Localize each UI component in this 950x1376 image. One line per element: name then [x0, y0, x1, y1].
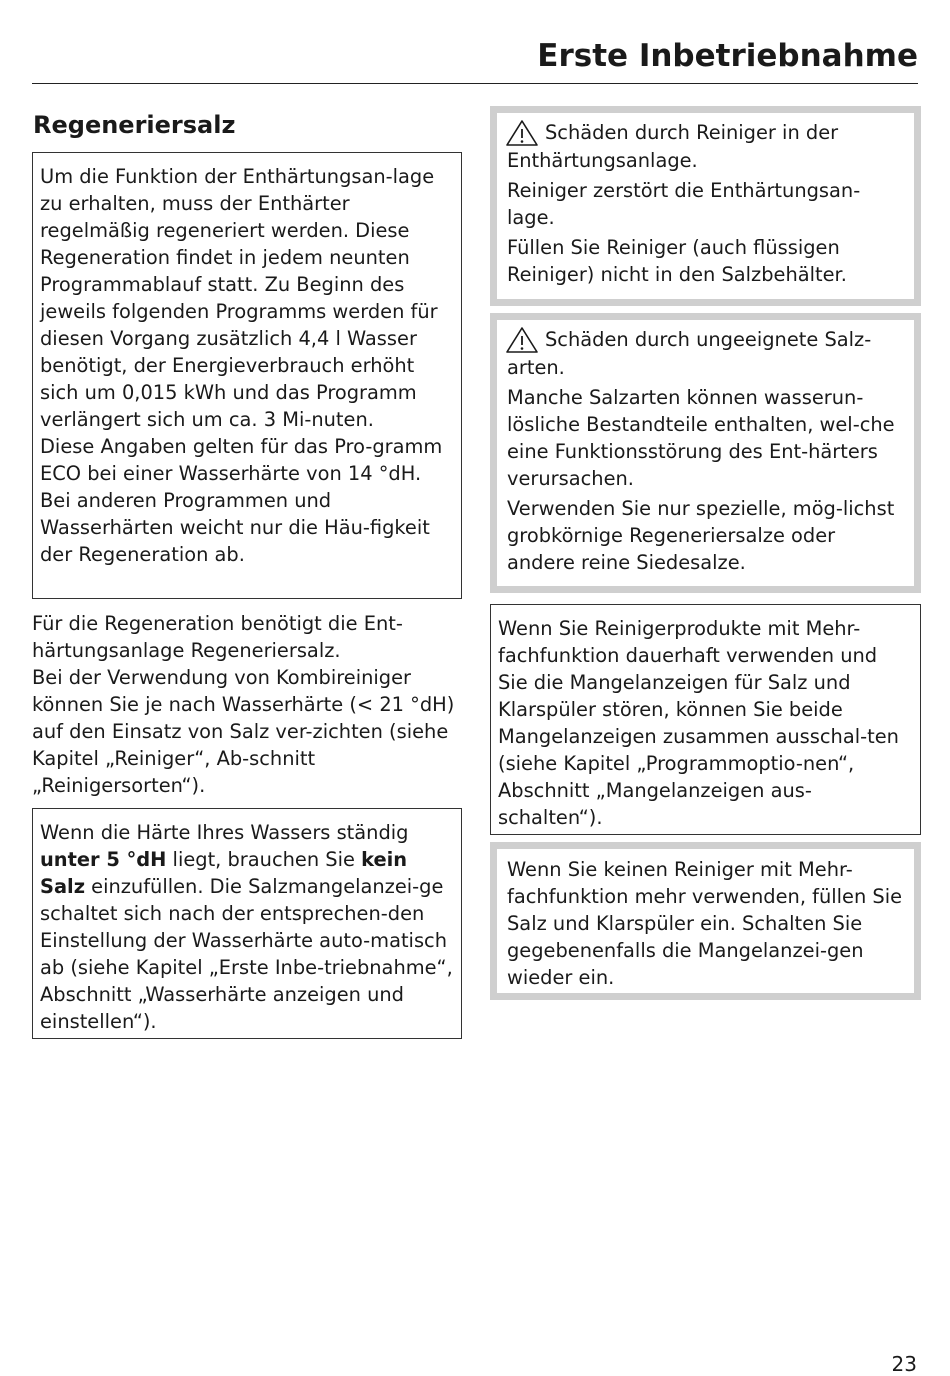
warning-instruction-detergent: Füllen Sie Reiniger (auch flüssigen Reiniger) nicht in den Salzbehälter.: [507, 236, 847, 286]
warning-box-salt-types: [490, 313, 921, 593]
hardness-threshold-bold: unter 5 °dH: [40, 848, 167, 871]
warning-heading-detergent: Schäden durch Reiniger in der Enthärtungsanlage.: [507, 121, 839, 172]
warning-detail-salt-types: Manche Salzarten können wasserun-lösliche Bestandteile enthalten, wel-che eine Funktionsstörung des Ent-härters verursachen.: [507, 386, 895, 490]
salt-usage-text: [32, 610, 462, 799]
section-title: Regeneriersalz: [33, 111, 236, 139]
multifunction-detergent-note-box: [490, 604, 921, 835]
warning-triangle-icon: [505, 119, 539, 147]
water-hardness-note: Wenn die Härte Ihres Wassers ständig unter 5 °dH liegt, brauchen Sie kein Salz einzufüllen. Die Salzmangelanzei-ge schaltet sich nach der entsprechen-den Einstellung der Wasserhärte auto-matisch ab (siehe Kapitel „Erste Inbe-triebnahme“, Abschnitt „Wasserhärte anzeigen und einstellen“).: [40, 821, 453, 1033]
header-divider: [32, 83, 918, 84]
stop-multifunction-note: Wenn Sie keinen Reiniger mit Mehr-fachfunktion mehr verwenden, füllen Sie Salz und Klarspüler ein. Schalten Sie gegebenenfalls die Mangelanzei-gen wieder ein.: [507, 858, 903, 989]
page-number: 23: [891, 1352, 917, 1376]
regeneration-info-paragraph-1: Um die Funktion der Enthärtungsan-lage zu erhalten, muss der Enthärter regelmäßig regeneriert werden. Diese Regeneration findet in jedem neunten Programmablauf statt. Zu Beginn des jeweils folgenden Programms werden für diesen Vorgang zusätzlich 4,4 l Wasser benötigt, der Energieverbrauch erhöht sich um 0,015 kWh und das Programm verlängert sich um ca. 3 Mi-nuten.: [40, 165, 438, 431]
salt-usage-paragraph-1: Für die Regeneration benötigt die Ent-härtungsanlage Regeneriersalz.: [32, 612, 403, 662]
multifunction-detergent-note: Wenn Sie Reinigerprodukte mit Mehr-fachfunktion dauerhaft verwenden und Sie die Mangelanzeigen für Salz und Klarspüler stören, können Sie beide Mangelanzeigen zusammen ausschal-ten (siehe Kapitel „Programmoptio-nen“, Abschnitt „Mangelanzeigen aus-schalten“).: [498, 617, 899, 829]
warning-instruction-salt-types: Verwenden Sie nur spezielle, mög-lichst grobkörnige Regeneriersalze oder andere reine Siedesalze.: [507, 497, 895, 574]
warning-heading-salt-types: Schäden durch ungeeignete Salz-arten.: [507, 328, 872, 379]
regeneration-info-paragraph-2: Diese Angaben gelten für das Pro-gramm ECO bei einer Wasserhärte von 14 °dH. Bei anderen Programmen und Wasserhärten weicht nur die Häu-figkeit der Regeneration ab.: [40, 435, 443, 566]
warning-box-detergent: [490, 106, 921, 306]
page-header-title: Erste Inbetriebnahme: [537, 38, 918, 74]
salt-usage-paragraph-2: Bei der Verwendung von Kombireiniger können Sie je nach Wasserhärte (< 21 °dH) auf den Einsatz von Salz ver-zichten (siehe Kapitel „Reiniger“, Ab-schnitt „Reinigersorten“).: [32, 666, 455, 797]
regeneration-info-box: [32, 152, 462, 599]
stop-multifunction-note-box: [490, 842, 921, 1000]
warning-detail-detergent: Reiniger zerstört die Enthärtungsan-lage.: [507, 179, 861, 229]
warning-triangle-icon: [505, 326, 539, 354]
no-salt-bold: kein Salz: [40, 848, 408, 898]
water-hardness-note-box: [32, 808, 462, 1039]
